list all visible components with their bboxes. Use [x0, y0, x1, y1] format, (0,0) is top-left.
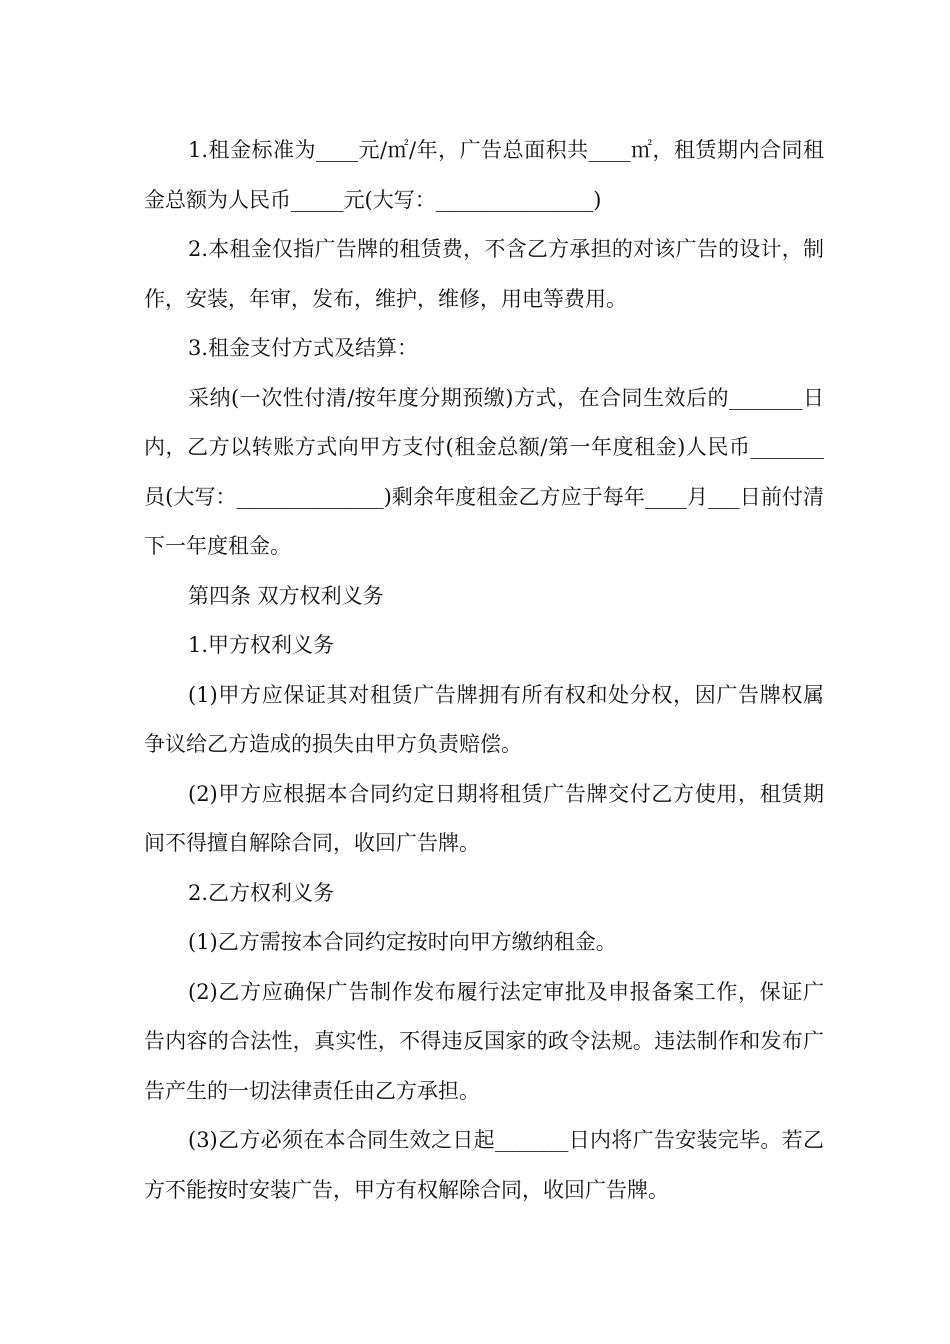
party-b-clause-2: (2)乙方应确保广告制作发布履行法定审批及申报备案工作，保证广告内容的合法性，真实性，不得违反国家的政令法规。违法制作和发布广告产生的一切法律责任由乙方承担。 [144, 979, 824, 1103]
party-a-clause-2: (2)甲方应根据本合同约定日期将租赁广告牌交付乙方使用，租赁期间不得擅自解除合同，收回广告牌。 [144, 781, 824, 855]
document-body [144, 126, 824, 1215]
party-a-heading: 1.甲方权利义务 [188, 633, 335, 657]
article-four-heading: 第四条 双方权利义务 [188, 583, 384, 608]
paragraph-payment-heading: 3.租金支付方式及结算： [188, 336, 419, 360]
paragraph-rent-scope: 2.本租金仅指广告牌的租赁费，不含乙方承担的对该广告的设计，制作，安装，年审，发布，维护，维修，用电等费用。 [144, 237, 824, 311]
paragraph-rent-standard: 1.租金标准为____元/㎡/年，广告总面积共____㎡，租赁期内合同租金总额为人民币_____元(大写：_______________) [144, 138, 824, 212]
party-b-clause-3: (3)乙方必须在本合同生效之日起_______日内将广告安装完毕。若乙方不能按时安装广告，甲方有权解除合同，收回广告牌。 [144, 1128, 824, 1202]
paragraph-payment-method: 采纳(一次性付清/按年度分期预缴)方式，在合同生效后的_______日内，乙方以转账方式向甲方支付(租金总额/第一年度租金)人民币_______员(大写：______________)剩余年度租金乙方应于每年____月___日前付清下一年度租金。 [144, 385, 824, 558]
party-a-clause-1: (1)甲方应保证其对租赁广告牌拥有所有权和处分权，因广告牌权属争议给乙方造成的损失由甲方负责赔偿。 [144, 682, 824, 756]
party-b-clause-1: (1)乙方需按本合同约定按时向甲方缴纳租金。 [188, 930, 617, 954]
party-b-heading: 2.乙方权利义务 [188, 880, 335, 905]
